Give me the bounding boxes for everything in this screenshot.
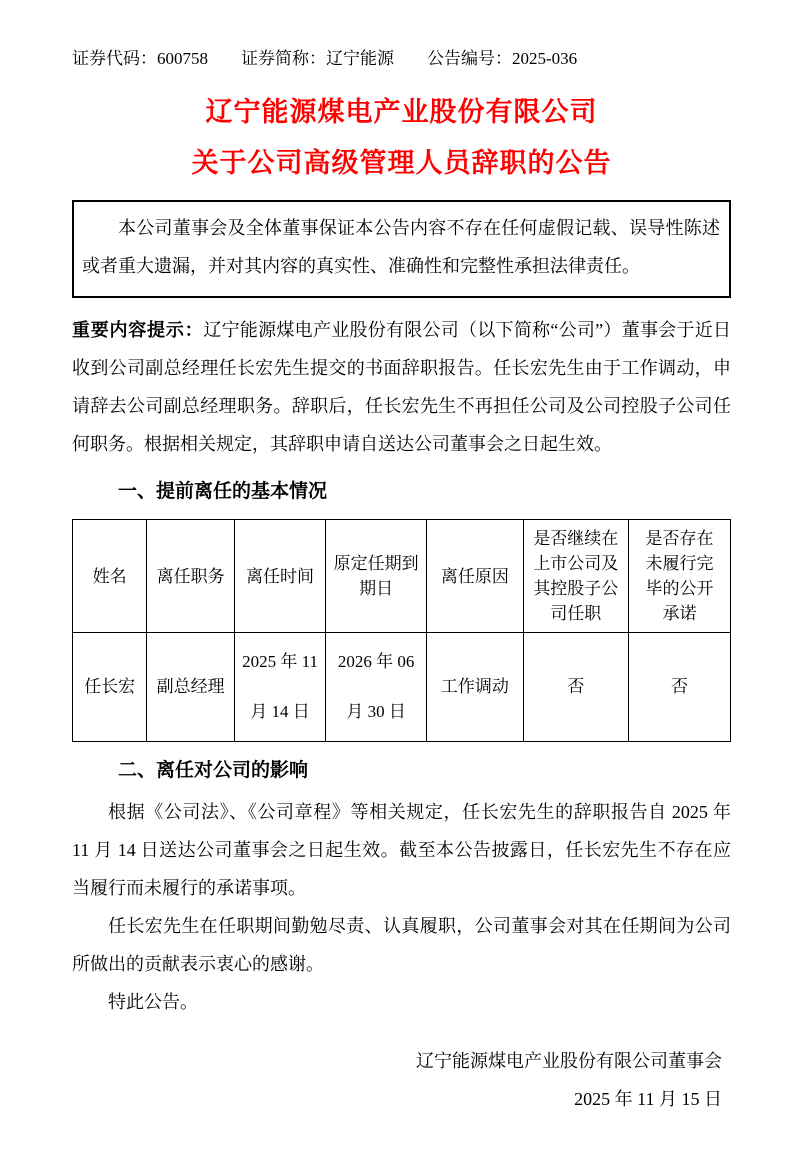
announcement-title: 关于公司高级管理人员辞职的公告 [191, 148, 612, 178]
closing-statement: 特此公告。 [108, 992, 198, 1012]
stock-code [72, 48, 208, 70]
cell-original-term-end: 2026 年 06 月 30 日 [326, 633, 427, 742]
important-notice-label: 重要内容提示： [72, 320, 204, 340]
col-header-position: 离任职务 [147, 520, 235, 633]
col-header-reason: 离任原因 [426, 520, 523, 633]
announcement-number [427, 48, 577, 70]
stock-name-label: 证券简称： [241, 49, 326, 68]
cell-position: 副总经理 [147, 633, 235, 742]
important-notice-paragraph [72, 311, 731, 463]
impact-paragraph-2: 任长宏先生在任职期间勤勉尽责、认真履职，公司董事会对其在任期间为公司所做出的贡献表示衷心的感谢。 [72, 916, 731, 974]
company-title: 辽宁能源煤电产业股份有限公司 [205, 97, 598, 127]
signature-date: 2025 年 11 月 15 日 [574, 1089, 722, 1109]
cell-unfulfilled-commitments: 否 [628, 633, 730, 742]
announcement-number-label: 公告编号： [427, 49, 512, 68]
col-header-continue-serving: 是否继续在上市公司及其控股子公司任职 [523, 520, 628, 633]
resignation-info-table [72, 519, 731, 742]
cell-reason: 工作调动 [426, 633, 523, 742]
impact-paragraph-1: 根据《公司法》、《公司章程》等相关规定，任长宏先生的辞职报告自 2025 年 11 月 14 日送达公司董事会之日起生效。截至本公告披露日，任长宏先生不存在应当履行而未履行的承诺事项。 [72, 802, 731, 898]
col-header-name: 姓名 [73, 520, 147, 633]
section-1-heading: 一、提前离任的基本情况 [118, 481, 328, 502]
board-declaration-text: 本公司董事会及全体董事保证本公告内容不存在任何虚假记载、误导性陈述或者重大遗漏，并对其内容的真实性、准确性和完整性承担法律责任。 [82, 218, 720, 276]
announcement-number-value: 2025-036 [512, 49, 578, 68]
signature-block [72, 1047, 731, 1111]
col-header-original-term-end: 原定任期到期日 [326, 520, 427, 633]
important-notice-body: 辽宁能源煤电产业股份有限公司（以下简称“公司”）董事会于近日收到公司副总经理任长宏先生提交的书面辞职报告。任长宏先生由于工作调动，申请辞去公司副总经理职务。辞职后，任长宏先生不再担任公司及公司控股子公司任何职务。根据相关规定，其辞职申请自送达公司董事会之日起生效。 [72, 320, 732, 454]
cell-name: 任长宏 [73, 633, 147, 742]
table-header-row [73, 520, 731, 633]
board-declaration-box [72, 200, 731, 298]
document-meta-row [72, 48, 731, 70]
title-block [72, 96, 731, 179]
cell-continue-serving: 否 [523, 633, 628, 742]
stock-name-value: 辽宁能源 [326, 49, 394, 68]
stock-code-value: 600758 [157, 49, 208, 68]
section-2-heading: 二、离任对公司的影响 [118, 760, 309, 781]
col-header-departure-date: 离任时间 [234, 520, 325, 633]
signature-company: 辽宁能源煤电产业股份有限公司董事会 [416, 1051, 722, 1071]
table-row [73, 633, 731, 742]
cell-departure-date: 2025 年 11 月 14 日 [234, 633, 325, 742]
stock-name [241, 48, 394, 70]
col-header-unfulfilled-commitments: 是否存在未履行完毕的公开承诺 [628, 520, 730, 633]
stock-code-label: 证券代码： [72, 49, 157, 68]
